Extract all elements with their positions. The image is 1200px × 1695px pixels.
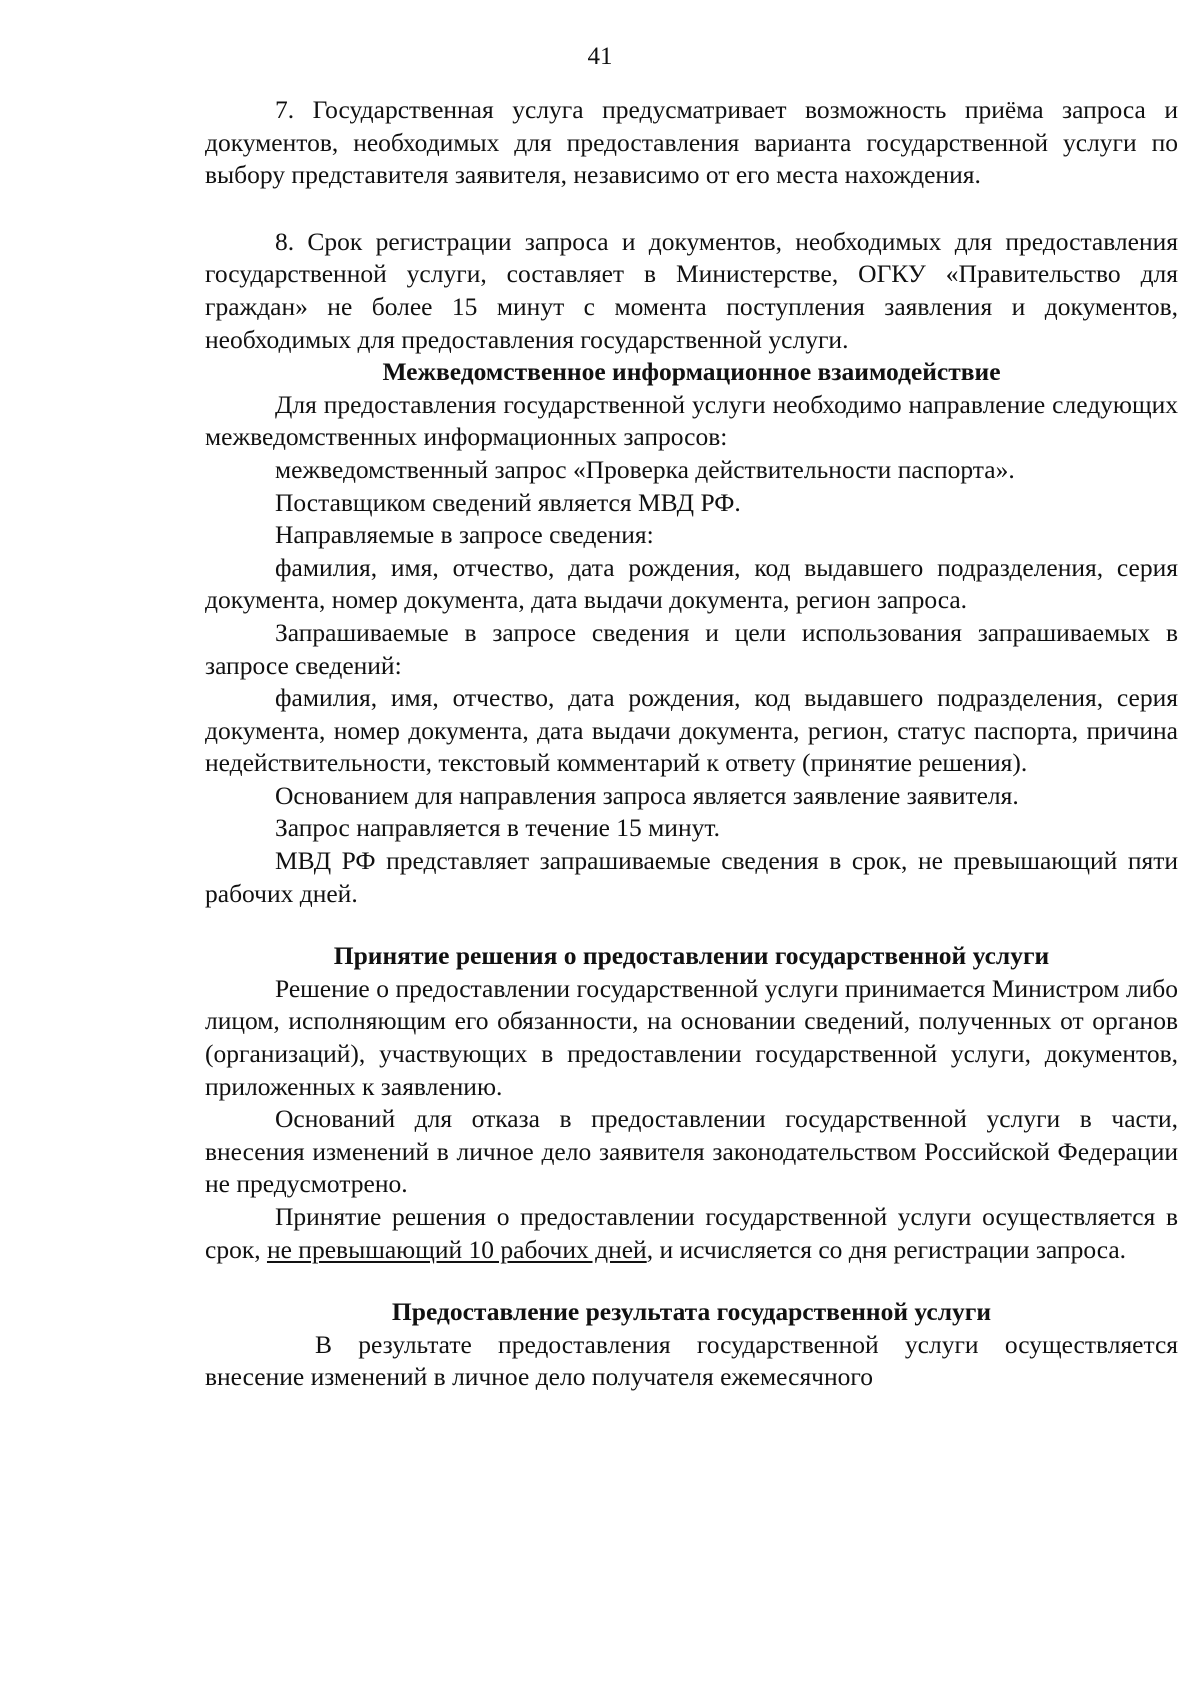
spacer (205, 192, 1178, 226)
document-body (205, 94, 1178, 1394)
interagency-line: фамилия, имя, отчество, дата рождения, код выдавшего подразделения, серия документа, номер документа, дата выдачи документа, регион, статус паспорта, причина недействительности, текстовый комментарий к ответу (принятие решения). (205, 683, 1178, 778)
interagency-line: фамилия, имя, отчество, дата рождения, код выдавшего подразделения, серия документа, номер документа, дата выдачи документа, регион запроса. (205, 552, 1178, 615)
result-paragraph-1: В результате предоставления государственной услуги осуществляется внесение изменений в личное дело получателя ежемесячного (205, 1329, 1178, 1392)
spacer (205, 910, 1178, 940)
heading-interagency: Межведомственное информационное взаимодействие (382, 357, 1001, 387)
heading-decision: Принятие решения о предоставлении государственной услуги (333, 941, 1050, 971)
spacer (205, 1266, 1178, 1296)
interagency-line: Запрашиваемые в запросе сведения и цели использования запрашиваемых в запросе сведений: (205, 617, 1178, 680)
paragraph-7: 7. Государственная услуга предусматривает возможность приёма запроса и документов, необходимых для предоставления варианта государственной услуги по выбору представителя заявителя, независимо от его места нахождения. (205, 95, 1178, 190)
paragraph-8: 8. Срок регистрации запроса и документов, необходимых для предоставления государственной услуги, составляет в Министерстве, ОГКУ «Правительство для граждан» не более 15 минут с момента поступления заявления и документов, необходимых для предоставления государственной услуги. (205, 226, 1178, 354)
interagency-line: Поставщиком сведений является МВД РФ. (275, 487, 741, 517)
interagency-line: Направляемые в запросе сведения: (275, 520, 654, 550)
heading-result: Предоставление результата государственной услуги (391, 1297, 992, 1327)
decision-paragraph-1: Решение о предоставлении государственной услуги принимается Министром либо лицом, исполняющим его обязанности, на основании сведений, полученных от органов (организаций), участвующих в предоставлении государственной услуги, документов, приложенных к заявлению. (205, 973, 1178, 1101)
decision-deadline-underlined: не превышающий 10 рабочих дней (266, 1234, 647, 1264)
decision-paragraph-3 (205, 1201, 1178, 1266)
interagency-line: Запрос направляется в течение 15 минут. (275, 813, 720, 843)
interagency-line: межведомственный запрос «Проверка действительности паспорта». (275, 454, 1015, 484)
interagency-line: МВД РФ представляет запрашиваемые сведения в срок, не превышающий пяти рабочих дней. (205, 846, 1178, 908)
interagency-line: Основанием для направления запроса является заявление заявителя. (275, 780, 1019, 810)
decision-text-end: , и исчисляется со дня регистрации запроса. (646, 1234, 1127, 1264)
decision-text-start: Принятие решения о предоставлении государственной услуги осуществляется в срок, (205, 1202, 1178, 1264)
interagency-line: Для предоставления государственной услуги необходимо направление следующих межведомственных информационных запросов: (205, 389, 1178, 452)
decision-paragraph-2: Оснований для отказа в предоставлении государственной услуги в части, внесения изменений в личное дело заявителя законодательством Российской Федерации не предусмотрено. (205, 1104, 1178, 1199)
page-number: 41 (587, 43, 613, 70)
